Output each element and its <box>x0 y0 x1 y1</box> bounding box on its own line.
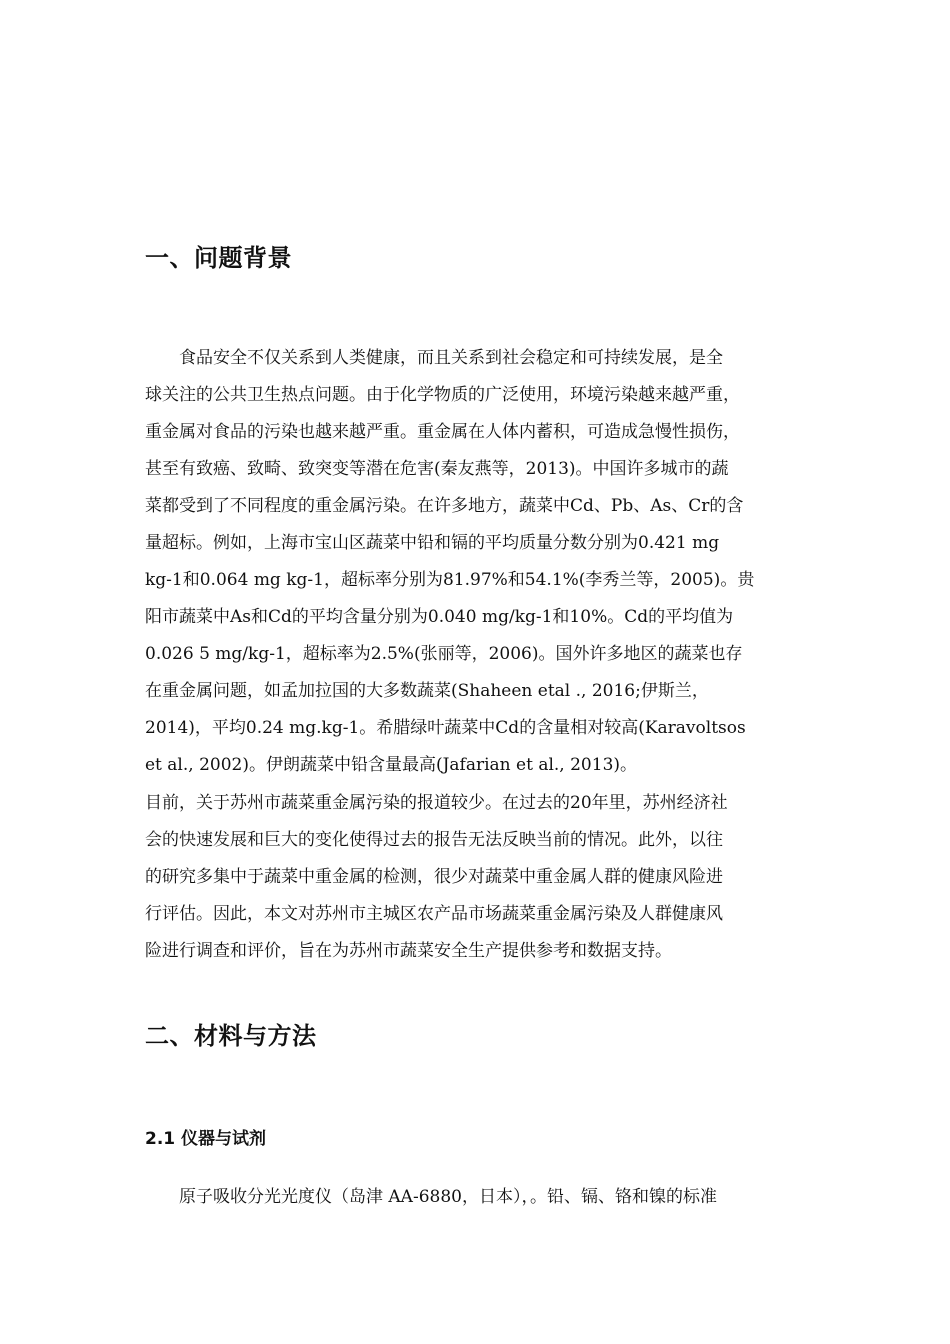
text-line: 阳市蔬菜中As和Cd的平均含量分别为0.040 mg/kg-1和10%。Cd的平均值为 <box>145 607 734 627</box>
subsection-heading-instruments: 2.1 仪器与试剂 <box>145 1129 267 1149</box>
text-line: 2014)，平均0.24 mg.kg-1。希腊绿叶蔬菜中Cd的含量相对较高(Karavoltsos <box>145 718 746 738</box>
text-line: 菜都受到了不同程度的重金属污染。在许多地方，蔬菜中Cd、Pb、As、Cr的含 <box>145 496 744 516</box>
background-paragraph-1 <box>145 345 815 789</box>
instruments-paragraph <box>145 1184 815 1221</box>
section-heading-materials-methods: 二、材料与方法 <box>145 1022 317 1050</box>
text-line: 目前，关于苏州市蔬菜重金属污染的报道较少。在过去的20年里，苏州经济社 <box>145 793 728 813</box>
section-heading-background: 一、问题背景 <box>145 244 292 272</box>
text-line: et al., 2002)。伊朗蔬菜中铅含量最高(Jafarian et al., 2013)。 <box>145 755 638 775</box>
text-line: 会的快速发展和巨大的变化使得过去的报告无法反映当前的情况。此外，以往 <box>145 830 723 850</box>
text-line: kg-1和0.064 mg kg-1，超标率分别为81.97%和54.1%(李秀兰等，2005)。贵 <box>145 570 755 590</box>
text-line: 0.026 5 mg/kg-1，超标率为2.5%(张丽等，2006)。国外许多地区的蔬菜也存 <box>145 644 743 664</box>
background-paragraph-2 <box>145 790 815 975</box>
text-line: 在重金属问题，如孟加拉国的大多数蔬菜(Shaheen etal ., 2016;伊斯兰， <box>145 681 709 701</box>
text-line: 甚至有致癌、致畸、致突变等潜在危害(秦友燕等，2013)。中国许多城市的蔬 <box>145 459 729 479</box>
text-line: 原子吸收分光光度仪（岛津 AA-6880，日本），。铅、镉、铬和镍的标准 <box>179 1187 717 1207</box>
text-line: 的研究多集中于蔬菜中重金属的检测，很少对蔬菜中重金属人群的健康风险进 <box>145 867 723 887</box>
text-line: 重金属对食品的污染也越来越严重。重金属在人体内蓄积，可造成急慢性损伤， <box>145 422 740 442</box>
text-line: 行评估。因此，本文对苏州市主城区农产品市场蔬菜重金属污染及人群健康风 <box>145 904 723 924</box>
text-line: 量超标。例如，上海市宝山区蔬菜中铅和镉的平均质量分数分别为0.421 mg <box>145 533 720 553</box>
text-line: 险进行调查和评价，旨在为苏州市蔬菜安全生产提供参考和数据支持。 <box>145 941 672 961</box>
text-line: 食品安全不仅关系到人类健康，而且关系到社会稳定和可持续发展，是全 <box>179 348 723 368</box>
text-line: 球关注的公共卫生热点问题。由于化学物质的广泛使用，环境污染越来越严重， <box>145 385 740 405</box>
